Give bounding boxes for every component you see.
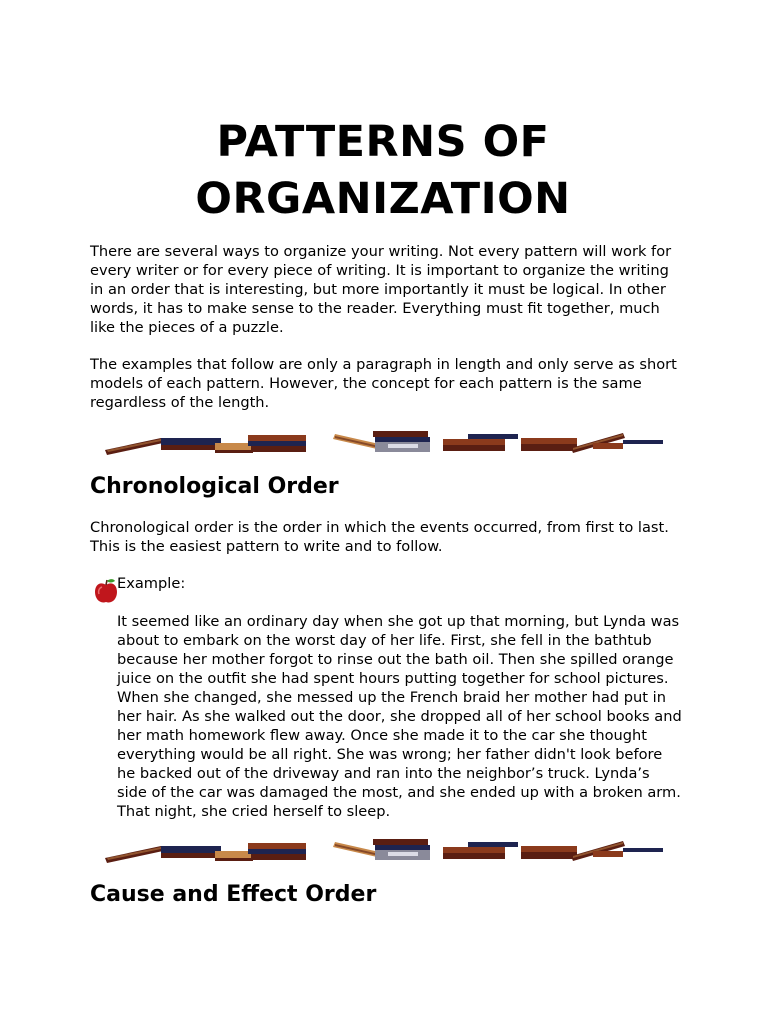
title-line-1: PATTERNS OF — [216, 117, 550, 167]
intro-paragraph-2: The examples that follow are only a paragraph in length and only serve as short models of each pattern. However, the concept for each pattern is the same regardless of the length. — [90, 356, 677, 411]
example-label: Example: — [117, 575, 186, 592]
section-heading-cause-effect: Cause and Effect Order — [90, 882, 377, 907]
book-row-divider — [103, 426, 665, 456]
intro-paragraph-1: There are several ways to organize your writing. Not every pattern will work for every writer or for every piece of writing. It is important to organize the writing in an order that is interesting, but more importantly it must be logical. In other words, it has to make sense to the reader. Everything must fit together, much like the pieces of a puzzle. — [90, 243, 672, 336]
book-row-graphic — [105, 431, 663, 455]
chronological-description: Chronological order is the order in which the events occurred, from first to last. This is the easiest pattern to write and to follow. — [90, 519, 669, 555]
section-heading-chronological: Chronological Order — [90, 474, 339, 499]
apple-icon — [94, 578, 118, 604]
book-row-graphic-2 — [105, 839, 663, 863]
example-paragraph: It seemed like an ordinary day when she got up that morning, but Lynda was about to embark on the worst day of her life. First, she fell in the bathtub because her mother forgot to rinse out the bath oil. Then she spilled orange juice on the outfit she had spent hours putting together for school pictures. When she changed, she messed up the French braid her mother had put in her hair. As she walked out the door, she dropped all of her school books and her math homework flew away. Once she made it to the car she thought everything would be all right. She was wrong; her father didn't look before he backed out of the driveway and ran into the neighbor’s truck. Lynda’s side of the car was damaged the most, and she ended up with a broken arm. That night, she cried herself to sleep. — [117, 613, 682, 820]
page-title — [90, 114, 676, 228]
book-row-divider-2 — [103, 834, 665, 864]
title-line-2: ORGANIZATION — [195, 174, 571, 224]
